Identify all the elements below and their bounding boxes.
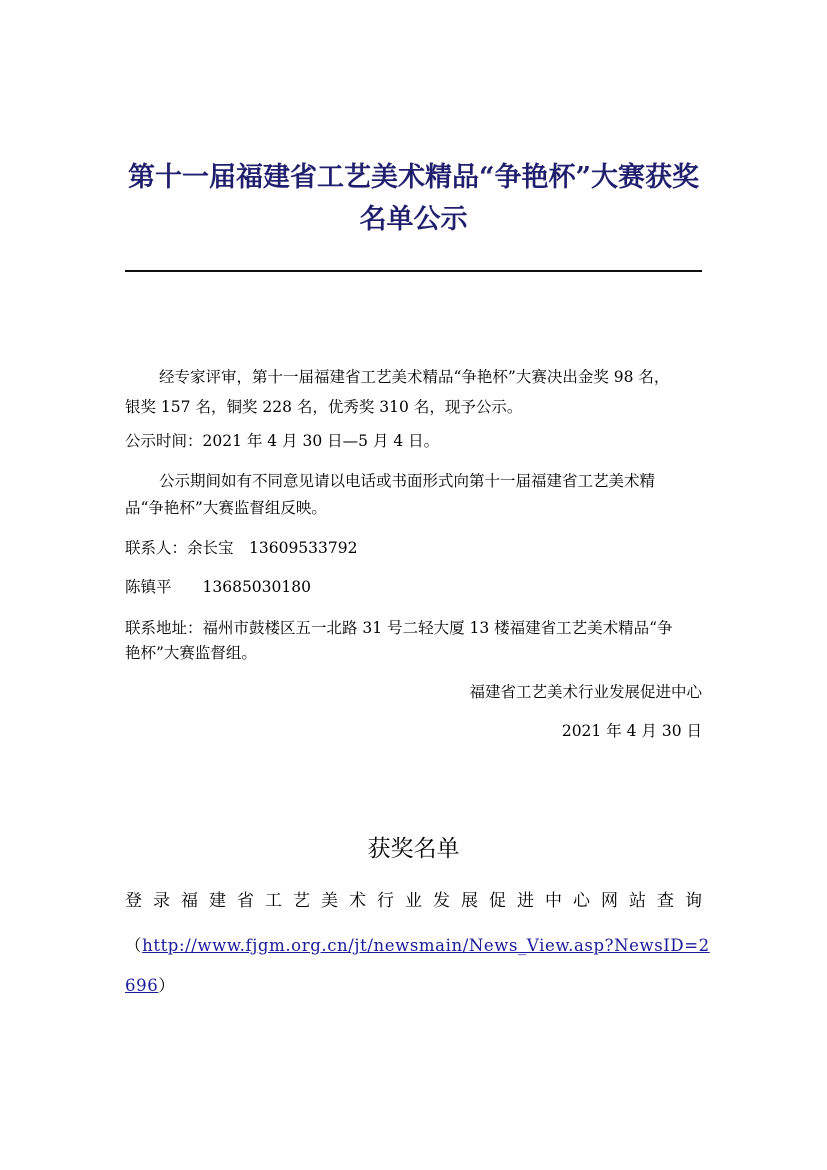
query-char: 福 — [181, 891, 198, 911]
query-char: 进 — [517, 891, 534, 911]
query-char: 中 — [545, 891, 562, 911]
announcement-paragraph-line2: 银奖 157 名，铜奖 228 名，优秀奖 310 名，现予公示。 — [125, 398, 523, 416]
contact-address-line1: 联系地址：福州市鼓楼区五一北路 31 号二轻大厦 13 楼福建省工艺美术精品“争 — [125, 619, 673, 637]
query-instruction — [125, 886, 702, 911]
objection-paragraph-line1: 公示期间如有不同意见请以电话或书面形式向第十一届福建省工艺美术精 — [159, 472, 656, 490]
issuer-signature: 福建省工艺美术行业发展促进中心 — [469, 683, 702, 701]
award-list-heading: 获奖名单 — [367, 836, 460, 862]
query-char: 行 — [377, 891, 394, 911]
query-char: 查 — [657, 891, 674, 911]
link-open-paren: （ — [125, 936, 143, 955]
contact-person-2: 陈镇平 13685030180 — [125, 578, 311, 596]
query-char: 建 — [209, 891, 226, 911]
website-link-line2[interactable] — [125, 969, 175, 1003]
publicity-period: 公示时间：2021 年 4 月 30 日—5 月 4 日。 — [125, 432, 440, 450]
document-title-line1: 第十一届福建省工艺美术精品“争艳杯”大赛获奖 — [127, 162, 700, 193]
query-char: 美 — [321, 891, 338, 911]
website-link-continued[interactable]: 696 — [125, 976, 159, 995]
query-char: 促 — [489, 891, 506, 911]
link-close-paren: ） — [158, 976, 176, 995]
contact-address-line2: 艳杯”大赛监督组。 — [125, 644, 257, 662]
query-char: 展 — [461, 891, 478, 911]
objection-paragraph-line2: 品“争艳杯”大赛监督组反映。 — [125, 499, 327, 517]
query-char: 登 — [125, 891, 142, 911]
document-title-line2: 名单公示 — [359, 204, 468, 235]
query-char: 网 — [601, 891, 618, 911]
query-char: 艺 — [293, 891, 310, 911]
contact-person-1: 联系人：余长宝 13609533792 — [125, 539, 358, 557]
query-char: 术 — [349, 891, 366, 911]
query-char: 业 — [405, 891, 422, 911]
website-link[interactable]: http://www.fjgm.org.cn/jt/newsmain/News_View.asp?NewsID=2 — [142, 936, 710, 955]
query-char: 站 — [629, 891, 646, 911]
website-link-line1[interactable] — [125, 929, 710, 963]
query-char: 询 — [685, 891, 702, 911]
query-char: 发 — [433, 891, 450, 911]
query-char: 录 — [153, 891, 170, 911]
query-char: 心 — [573, 891, 590, 911]
issue-date: 2021 年 4 月 30 日 — [561, 722, 702, 740]
title-divider — [125, 270, 702, 272]
query-char: 工 — [265, 891, 282, 911]
announcement-paragraph-line1: 经专家评审，第十一届福建省工艺美术精品“争艳杯”大赛决出金奖 98 名， — [159, 368, 670, 386]
query-char: 省 — [237, 891, 254, 911]
